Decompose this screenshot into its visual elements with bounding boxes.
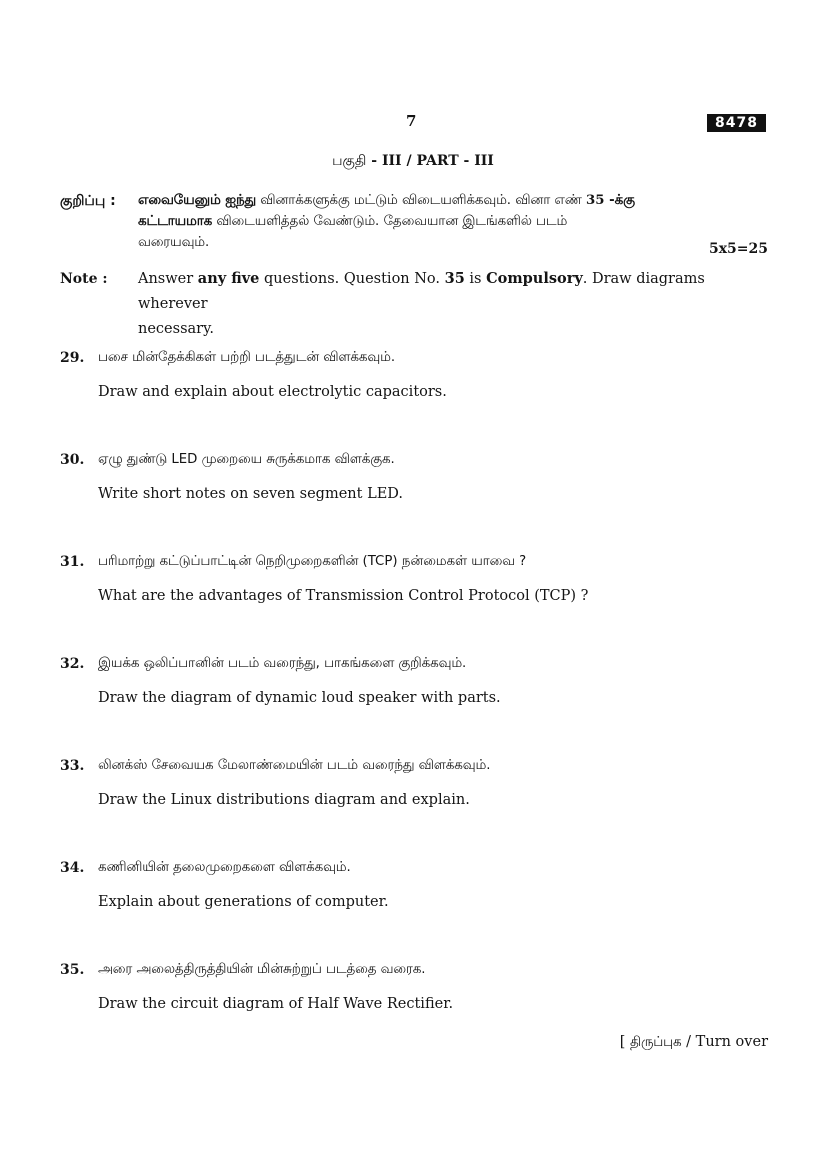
question-tamil: பரிமாற்று கட்டுப்பாட்டின் நெறிமுறைகளின் (TCP) நன்மைகள் யாவை ?	[98, 554, 527, 569]
note-compulsory: Compulsory	[486, 270, 583, 287]
compulsory-question-number: 35	[585, 193, 605, 208]
part-heading-tamil: பகுதி	[332, 153, 367, 169]
question-number: 30.	[60, 452, 85, 468]
turn-over-footer	[620, 1034, 768, 1051]
english-note-line-1	[138, 266, 738, 317]
note-text-d: . Draw diagrams wherever	[138, 271, 705, 312]
question-tamil: பசை மின்தேக்கிகள் பற்றி படத்துடன் விளக்கவும்.	[98, 350, 396, 365]
tamil-note-line-2	[138, 211, 728, 232]
tamil-note-bold: எவையேனும் ஐந்து	[138, 193, 257, 208]
page-number: 7	[406, 112, 417, 130]
question-number: 33.	[60, 758, 85, 774]
question-tamil: ஏழு துண்டு LED முறையை சுருக்கமாக விளக்குக.	[98, 452, 395, 467]
tamil-note-suffix: -க்கு	[604, 193, 635, 208]
tamil-note-text-2: விடையளித்தல் வேண்டும். தேவையான இடங்களில் படம்	[212, 214, 568, 229]
footer-bracket: [	[619, 1034, 631, 1050]
question-number: 34.	[60, 860, 85, 876]
note-text-b: questions. Question No.	[259, 271, 445, 287]
tamil-note-text	[138, 190, 728, 253]
question-english: Draw the diagram of dynamic loud speaker with parts.	[98, 690, 501, 706]
tamil-note-line-1	[138, 190, 728, 211]
tamil-note-line-3: வரையவும்.	[138, 235, 210, 250]
tamil-note-text-1: வினாக்களுக்கு மட்டும் விடையளிக்கவும். வினா எண்	[256, 193, 586, 208]
note-question-number: 35	[444, 270, 465, 287]
part-heading-english: - III / PART - III	[366, 153, 494, 169]
question-english: Draw the circuit diagram of Half Wave Rectifier.	[98, 996, 454, 1012]
tamil-note-label: குறிப்பு :	[60, 193, 116, 209]
question-number: 35.	[60, 962, 85, 978]
part-heading	[0, 153, 826, 171]
footer-english: Turn over	[695, 1034, 768, 1050]
question-english: Draw and explain about electrolytic capacitors.	[98, 384, 447, 400]
footer-tamil: திருப்புக	[630, 1035, 682, 1050]
question-number: 31.	[60, 554, 85, 570]
question-english: What are the advantages of Transmission Control Protocol (TCP) ?	[98, 588, 589, 604]
note-text-c: is	[464, 271, 487, 287]
note-text-a: Answer	[138, 271, 198, 287]
question-tamil: இயக்க ஒலிப்பானின் படம் வரைந்து, பாகங்களை குறிக்கவும்.	[98, 656, 467, 671]
question-english: Explain about generations of computer.	[98, 894, 389, 910]
english-note-line-2: necessary.	[138, 321, 214, 337]
paper-code-badge: 8478	[707, 114, 766, 132]
question-tamil: லினக்ஸ் சேவையக மேலாண்மையின் படம் வரைந்து விளக்கவும்.	[98, 758, 491, 773]
question-number: 32.	[60, 656, 85, 672]
question-english: Draw the Linux distributions diagram and explain.	[98, 792, 470, 808]
english-note-label: Note :	[60, 271, 108, 287]
question-english: Write short notes on seven segment LED.	[98, 486, 404, 502]
note-any-five: any five	[197, 270, 260, 287]
marks-scheme: 5x5=25	[708, 241, 768, 257]
question-tamil: அரை அலைத்திருத்தியின் மின்சுற்றுப் படத்தை வரைக.	[98, 962, 426, 977]
question-number: 29.	[60, 350, 85, 366]
question-tamil: கணினியின் தலைமுறைகளை விளக்கவும்.	[98, 860, 351, 875]
english-note-text	[138, 266, 738, 342]
footer-separator: /	[681, 1034, 696, 1050]
tamil-note-compulsory: கட்டாயமாக	[138, 214, 213, 229]
